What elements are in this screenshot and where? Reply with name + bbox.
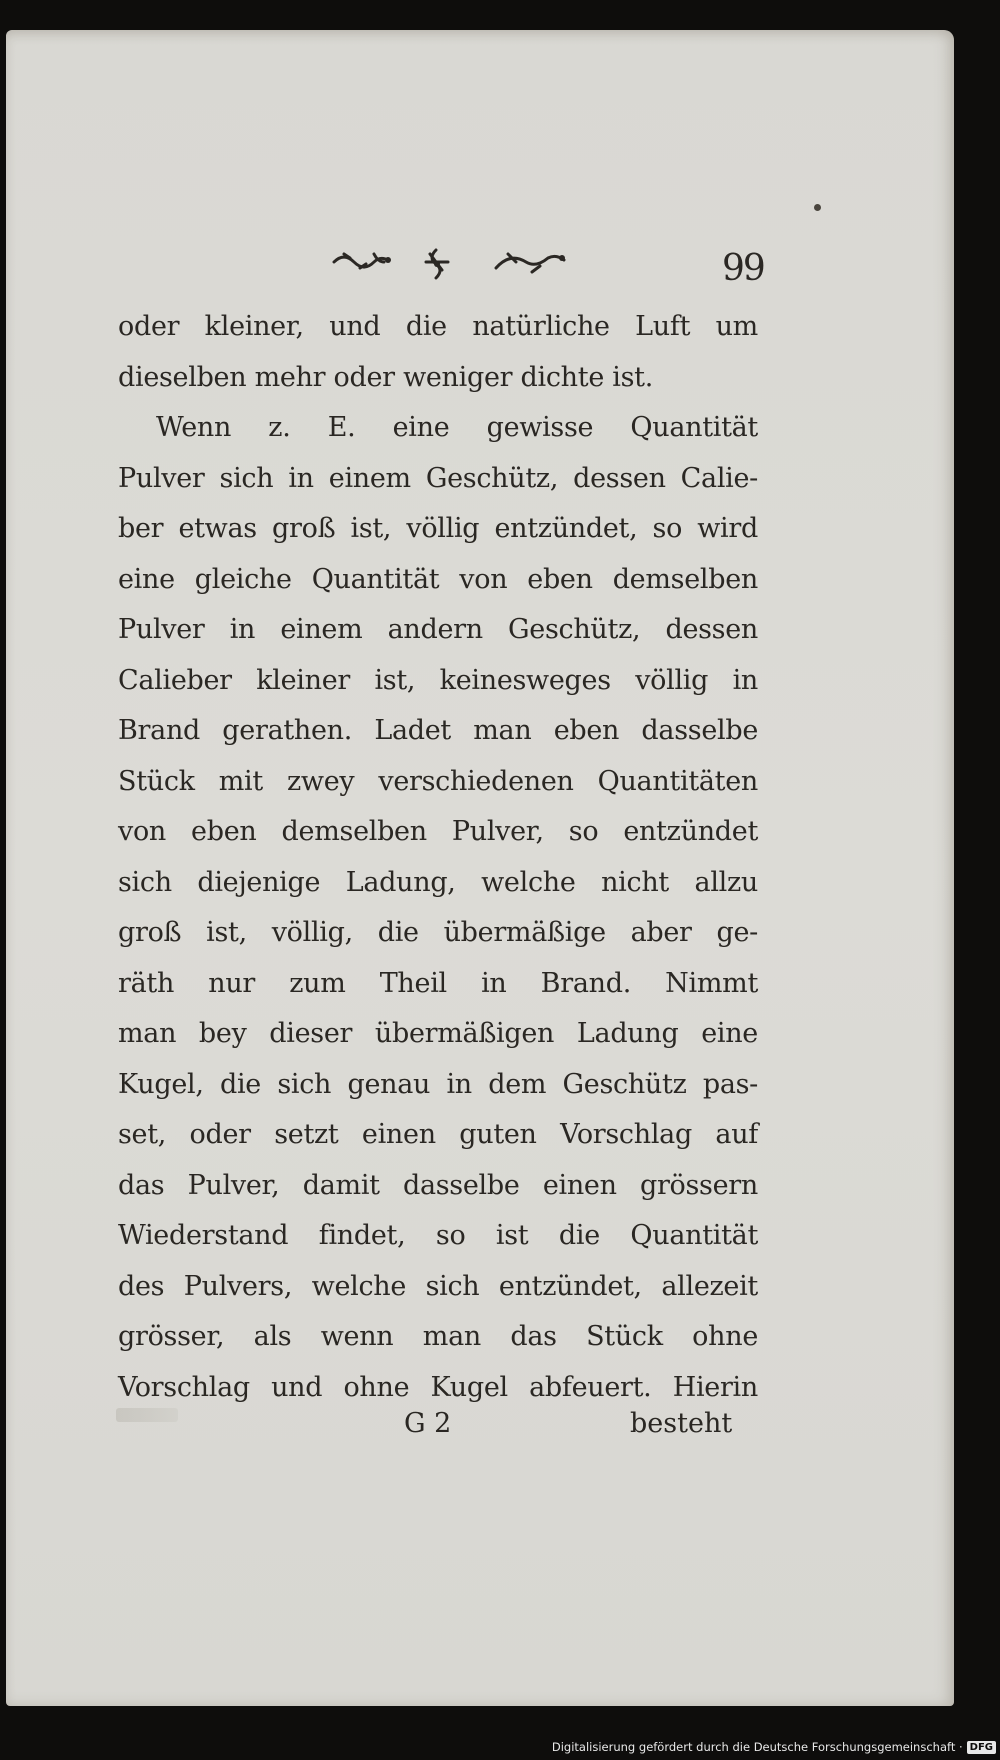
text-line: oder kleiner, und die natürliche Luft um [118,311,758,342]
body-text [118,302,758,1413]
text-line: Stück mit zwey verschiedenen Quantitäten [118,765,758,797]
text-line: set, oder setzt einen guten Vorschlag auf [118,1119,758,1150]
text-line: Vorschlag und ohne Kugel abfeuert. Hierin [118,1371,758,1403]
text-line: dieselben mehr oder weniger dichte ist. [118,361,653,393]
digitization-credit [552,1736,996,1758]
dfg-logo: DFG [967,1741,996,1754]
text-line: grösser, als wenn man das Stück ohne [118,1321,758,1352]
text-line: sich diejenige Ladung, welche nicht allzu [118,866,758,898]
signature-mark: G 2 [404,1408,452,1439]
text-line: räth nur zum Theil in Brand. Nimmt [118,967,758,999]
text-line: Wiederstand findet, so ist die Quantität [118,1220,758,1251]
text-line: des Pulvers, welche sich entzündet, allezeit [118,1270,758,1302]
text-line: Calieber kleiner ist, keinesweges völlig in [118,664,758,696]
book-page [6,30,954,1706]
text-line: Brand gerathen. Ladet man eben dasselbe [118,715,758,746]
ink-spot [814,204,821,211]
text-line: Kugel, die sich genau in dem Geschütz pas- [118,1068,758,1100]
credit-text: Digitalisierung gefördert durch die Deutsche Forschungsgemeinschaft · [551,1740,963,1754]
page-footer [6,1408,954,1458]
text-line: Pulver sich in einem Geschütz, dessen Calie- [118,462,758,494]
text-line: ber etwas groß ist, völlig entzündet, so wird [118,513,758,544]
text-line: Pulver in einem andern Geschütz, dessen [118,614,758,645]
text-line: von eben demselben Pulver, so entzündet [118,816,758,847]
text-line: man bey dieser übermäßigen Ladung eine [118,1018,758,1049]
text-line: das Pulver, damit dasselbe einen grössern [118,1169,758,1201]
page-header [6,230,954,290]
page-number: 99 [722,248,764,289]
text-line: Wenn z. E. eine gewisse Quantität [156,412,758,443]
catchword: besteht [630,1408,733,1439]
text-line: groß ist, völlig, die übermäßige aber ge- [118,917,758,948]
decorative-ornament-icon [326,244,576,280]
text-line: eine gleiche Quantität von eben demselben [118,563,758,595]
